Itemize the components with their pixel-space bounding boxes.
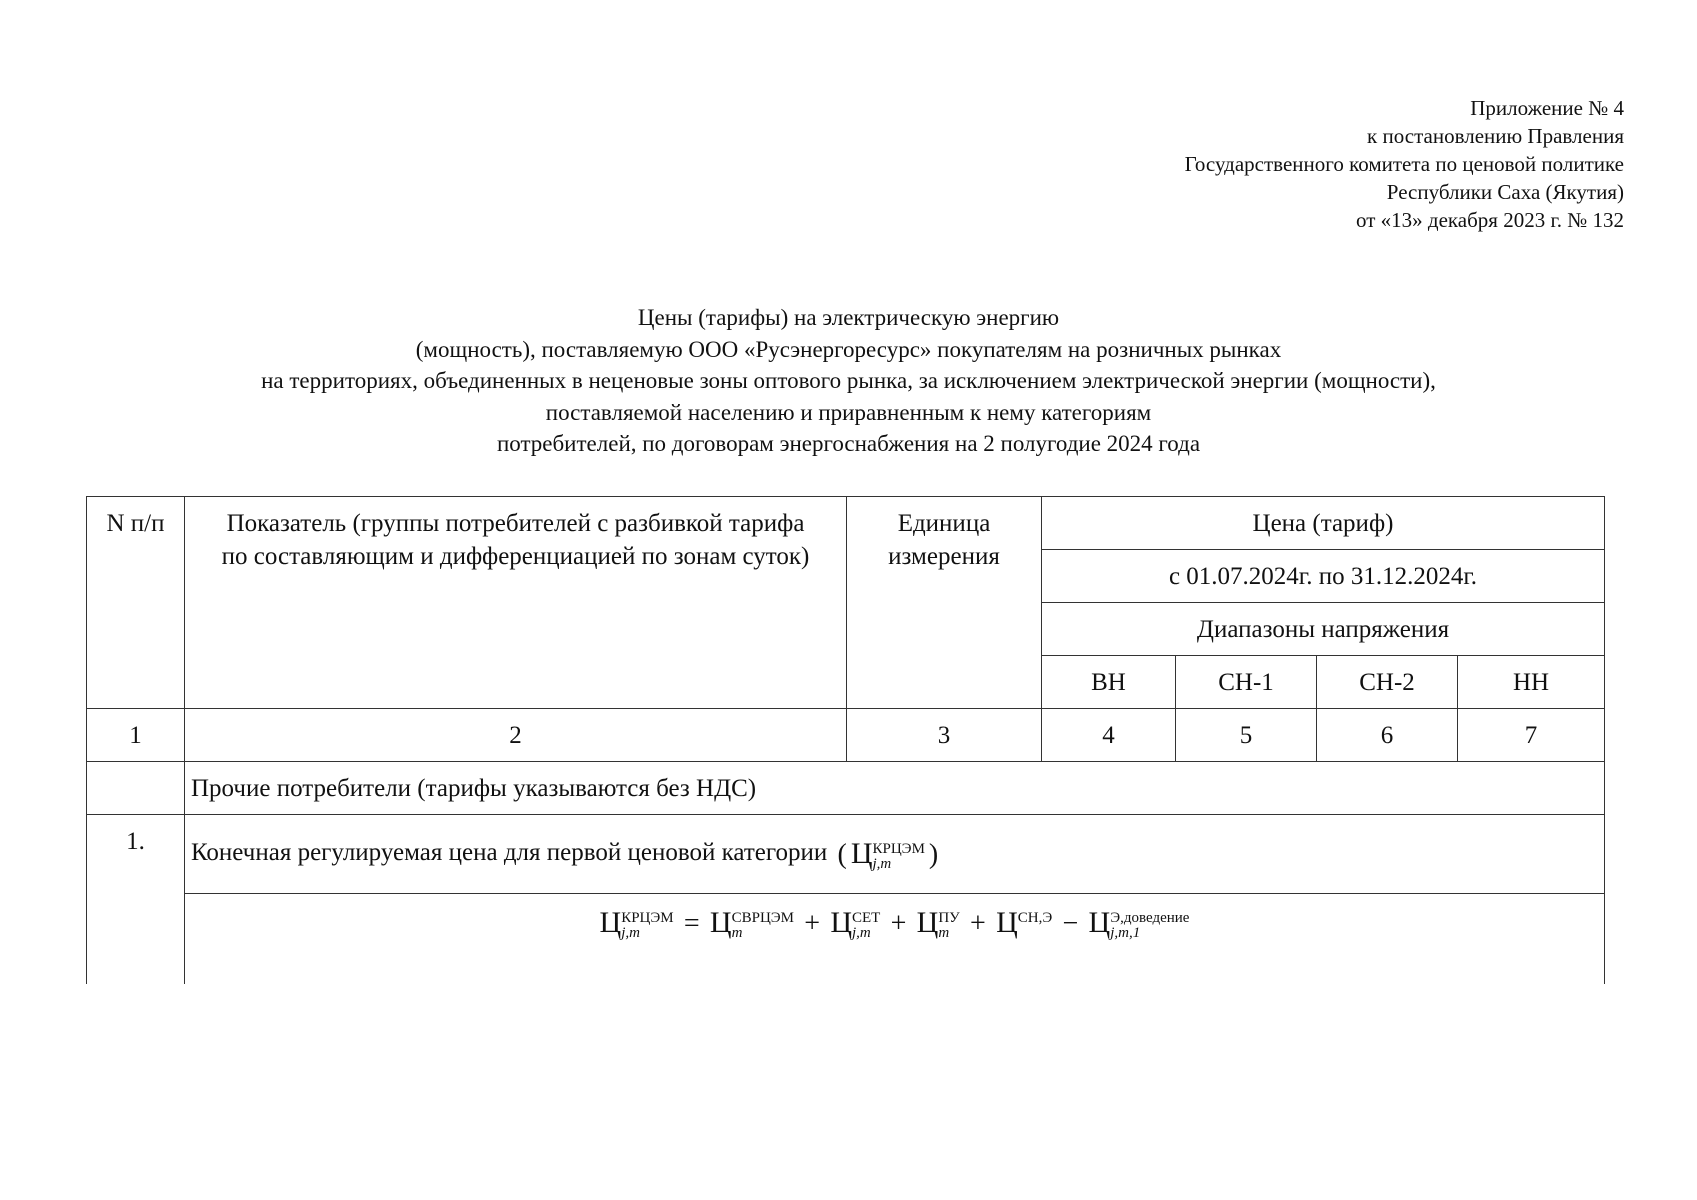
row-1-text: Конечная регулируемая цена для первой ценовой категории — [191, 839, 828, 867]
column-number: 2 — [185, 709, 847, 762]
column-number: 6 — [1317, 709, 1458, 762]
formula-row — [87, 894, 1605, 985]
approval-line: Приложение № 4 — [1470, 96, 1624, 120]
formula-cell — [185, 894, 1605, 985]
approval-line: от «13» декабря 2023 г. № 132 — [1356, 208, 1624, 232]
price-formula: Ц КРЦЭМ j,m = Ц СВРЦЭМ m + Ц СЕТ j,m + Ц ПУ m + Ц СН,Э − Ц Э,доведение j,m,1 — [599, 906, 1190, 942]
title-line: на территориях, объединенных в неценовые зоны оптового рынка, за исключением электрической энергии (мощности), — [261, 368, 1436, 393]
approval-line: к постановлению Правления — [1367, 124, 1624, 148]
header-period: с 01.07.2024г. по 31.12.2024г. — [1042, 550, 1605, 603]
document-title — [0, 302, 1697, 460]
header-voltage-sn1: СН-1 — [1176, 656, 1317, 709]
row-1-symbol: ( Ц КРЦЭМ j,m ) — [837, 836, 939, 872]
row-1-indicator — [185, 815, 1605, 894]
header-voltage-sn2: СН-2 — [1317, 656, 1458, 709]
header-voltage-ranges: Диапазоны напряжения — [1042, 603, 1605, 656]
title-line: поставляемой населению и приравненным к нему категориям — [545, 399, 1152, 425]
title-line: потребителей, по договорам энергоснабжения на 2 полугодие 2024 года — [496, 431, 1201, 456]
header-indicator: Показатель (группы потребителей с разбивкой тарифа по составляющим и дифференциацией по зонам суток) — [185, 497, 847, 709]
column-number: 1 — [87, 709, 185, 762]
column-number: 3 — [847, 709, 1042, 762]
column-number-row — [87, 709, 1605, 762]
header-price: Цена (тариф) — [1042, 497, 1605, 550]
row-1 — [87, 815, 1605, 894]
approval-line: Республики Саха (Якутия) — [1386, 180, 1624, 204]
column-number: 7 — [1458, 709, 1605, 762]
header-unit: Единица измерения — [847, 497, 1042, 709]
title-line: (мощность), поставляемую ООО «Русэнергоресурс» покупателям на розничных рынках — [415, 336, 1282, 362]
section-num-cell — [87, 762, 185, 815]
header-voltage-nn: НН — [1458, 656, 1605, 709]
header-num: N п/п — [87, 497, 185, 709]
tariff-table — [86, 496, 1605, 984]
header-voltage-vn: ВН — [1042, 656, 1176, 709]
title-line: Цены (тарифы) на электрическую энергию — [637, 305, 1060, 330]
column-number: 4 — [1042, 709, 1176, 762]
section-row — [87, 762, 1605, 815]
approval-block — [1185, 94, 1624, 234]
row-1-num: 1. — [87, 815, 185, 985]
column-number: 5 — [1176, 709, 1317, 762]
approval-line: Государственного комитета по ценовой политике — [1184, 152, 1624, 176]
section-label: Прочие потребители (тарифы указываются без НДС) — [185, 762, 1605, 815]
